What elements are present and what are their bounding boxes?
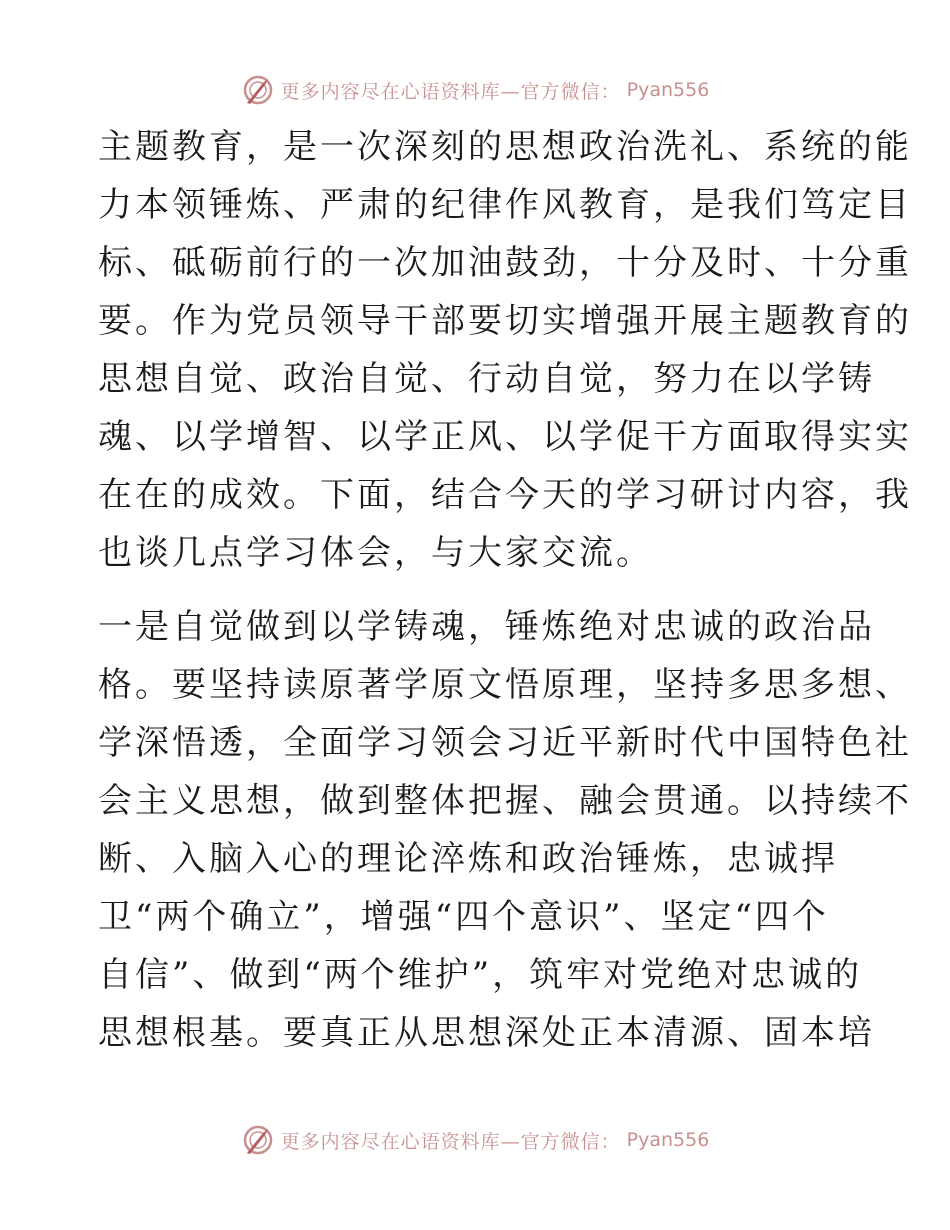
paragraph-point-one — [98, 598, 912, 1062]
text-line: 思想自觉、政治自觉、行动自觉，努力在以学铸 — [98, 359, 875, 399]
text-line: 也谈几点学习体会，与大家交流。 — [98, 533, 653, 573]
text-line: 主题教育，是一次深刻的思想政治洗礼、系统的能 — [98, 127, 912, 167]
text-line: 卫“两个确立”，增强“四个意识”、坚定“四个 — [98, 897, 829, 937]
text-line: 会主义思想，做到整体把握、融会贯通。以持续不 — [98, 781, 912, 821]
header-banner — [0, 70, 950, 110]
quill-pen-logo-icon — [241, 73, 275, 107]
text-line: 自信”、做到“两个维护”，筑牢对党绝对忠诚的 — [98, 955, 863, 995]
text-line: 学深悟透，全面学习领会习近平新时代中国特色社 — [98, 723, 912, 763]
text-line: 在在的成效。下面，结合今天的学习研讨内容，我 — [98, 475, 912, 515]
footer-banner — [0, 1120, 950, 1160]
text-line: 断、入脑入心的理论淬炼和政治锤炼，忠诚捍 — [98, 839, 838, 879]
header-wechat-id: Pyan556 — [626, 79, 710, 101]
text-line: 标、砥砺前行的一次加油鼓劲，十分及时、十分重 — [98, 243, 912, 283]
text-line: 要。作为党员领导干部要切实增强开展主题教育的 — [98, 301, 912, 341]
paragraph-spacer — [98, 582, 852, 598]
text-line: 格。要坚持读原著学原文悟原理，坚持多思多想、 — [98, 665, 912, 705]
quill-pen-logo-icon — [241, 1123, 275, 1157]
text-line: 力本领锤炼、严肃的纪律作风教育，是我们笃定目 — [98, 185, 912, 225]
paragraph-intro — [98, 118, 912, 582]
header-banner-text: 更多内容尽在心语资料库—官方微信： — [280, 80, 621, 103]
footer-banner-text: 更多内容尽在心语资料库—官方微信： — [280, 1130, 621, 1153]
footer-wechat-id: Pyan556 — [626, 1129, 710, 1151]
text-line: 魂、以学增智、以学正风、以学促干方面取得实实 — [98, 417, 912, 457]
text-line: 一是自觉做到以学铸魂，锤炼绝对忠诚的政治品 — [98, 607, 875, 647]
text-line: 思想根基。要真正从思想深处正本清源、固本培 — [98, 1013, 875, 1053]
document-body — [98, 118, 912, 1062]
